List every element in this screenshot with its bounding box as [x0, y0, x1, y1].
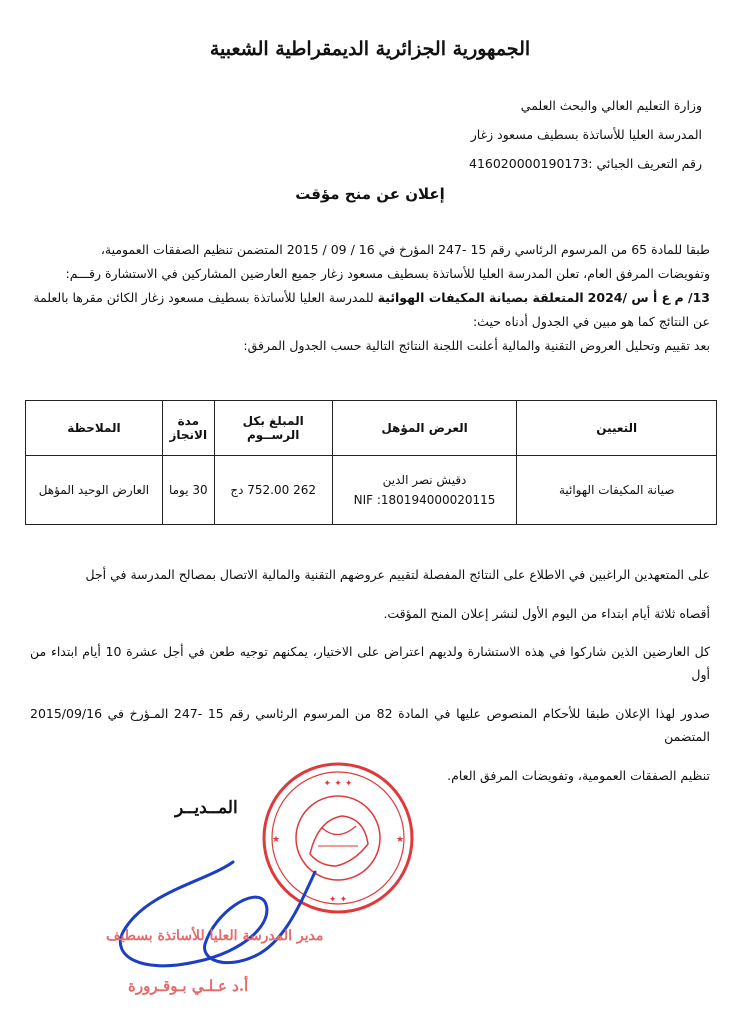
ministry-name: وزارة التعليم العالي والبحث العلمي [520, 98, 702, 113]
cell-offer [332, 456, 517, 525]
stamp-name: أ.د عـلـي بـوقـرورة [128, 977, 249, 995]
svg-text:★: ★ [395, 835, 405, 845]
offer-name: دقيش نصر الدين [382, 473, 467, 487]
table-row [26, 456, 717, 525]
header-offer: العرض المؤهل [332, 401, 517, 456]
header-amount: المبلغ بكل الرســوم [214, 401, 332, 456]
header-designation: التعيين [517, 401, 717, 456]
cell-amount: 262 752.00 دج [214, 456, 332, 525]
p2-line-3: تنظيم الصفقات العمومية، وتفويضات المرفق العام. [447, 768, 710, 783]
p2-line-1: كل العارضين الذين شاركوا في هذه الاستشارة ولديهم اعتراض على الاختيار، يمكنهم توجيه طعن في أجل عشرة 10 أيام ابتداء من أول [30, 644, 710, 682]
cell-duration: 30 يوما [162, 456, 214, 525]
paragraph-results-access [30, 563, 710, 625]
document-title: إعلان عن منح مؤقت [295, 185, 445, 203]
handwritten-signature [105, 852, 335, 992]
p1-line-1: على المتعهدين الراغبين في الاطلاع على النتائج المفصلة لتقييم عروضهم التقنية والمالية الاتصال بمصالح المدرسة في أجل [85, 567, 710, 582]
tax-id: رقم التعريف الجبائي :416020000190173 [469, 156, 702, 171]
svg-text:✦ ✦: ✦ ✦ [328, 895, 348, 905]
intro-line-1: طبقا للمادة 65 من المرسوم الرئاسي رقم 15 -247 المؤرخ في 16 / 09 / 2015 المتضمن تنظيم الصفقات العمومية، [100, 242, 710, 257]
cell-designation: صيانة المكيفات الهوائية [517, 456, 717, 525]
results-table [25, 400, 717, 525]
svg-text:★: ★ [271, 835, 281, 845]
republic-heading: الجمهورية الجزائرية الديمقراطية الشعبية [209, 38, 531, 60]
svg-text:✦ ✦ ✦: ✦ ✦ ✦ [323, 779, 353, 789]
consultation-rest: للمدرسة العليا للأساتذة بسطيف مسعود زغار الكائن مقرها بالعلمة [33, 290, 374, 305]
intro-paragraph [30, 238, 710, 358]
intro-line-5: بعد تقييم وتحليل العروض التقنية والمالية أعلنت اللجنة النتائج التالية حسب الجدول المرفق: [243, 338, 710, 353]
consultation-ref: 13/ م ع أ س /2024 [587, 290, 710, 305]
intro-line-3 [30, 286, 710, 310]
header-duration: مدة الانجاز [162, 401, 214, 456]
p2-line-2: صدور لهذا الإعلان طبقا للأحكام المنصوص عليها في المادة 82 من المرسوم الرئاسي رقم 15 -247 المـؤرخ في 2015/09/16 المتضمن [30, 706, 711, 744]
offer-nif: NIF :180194000020115 [353, 493, 496, 507]
intro-line-4: عن النتائج كما هو مبين في الجدول أدناه حيث: [472, 314, 710, 329]
p1-line-2: أقصاه ثلاثة أيام ابتداء من اليوم الأول لنشر إعلان المنح المؤقت. [383, 606, 710, 621]
school-name: المدرسة العليا للأساتذة بسطيف مسعود زغار [470, 127, 702, 142]
table-header-row [26, 401, 717, 456]
stamp-title: مدير المدرسة العليا للأساتذة بسطيف [106, 928, 324, 944]
header-remark: الملاحظة [26, 401, 163, 456]
cell-remark: العارض الوحيد المؤهل [26, 456, 163, 525]
consultation-subject: المتعلقة بصيانة المكيفات الهوائية [377, 290, 584, 305]
intro-line-2: وتفويضات المرفق العام، تعلن المدرسة العليا للأساتذة بسطيف مسعود زغار جميع العارضين المشاركين في الاستشارة رقـــم: [65, 266, 710, 281]
director-label: المــديــر [175, 798, 238, 818]
